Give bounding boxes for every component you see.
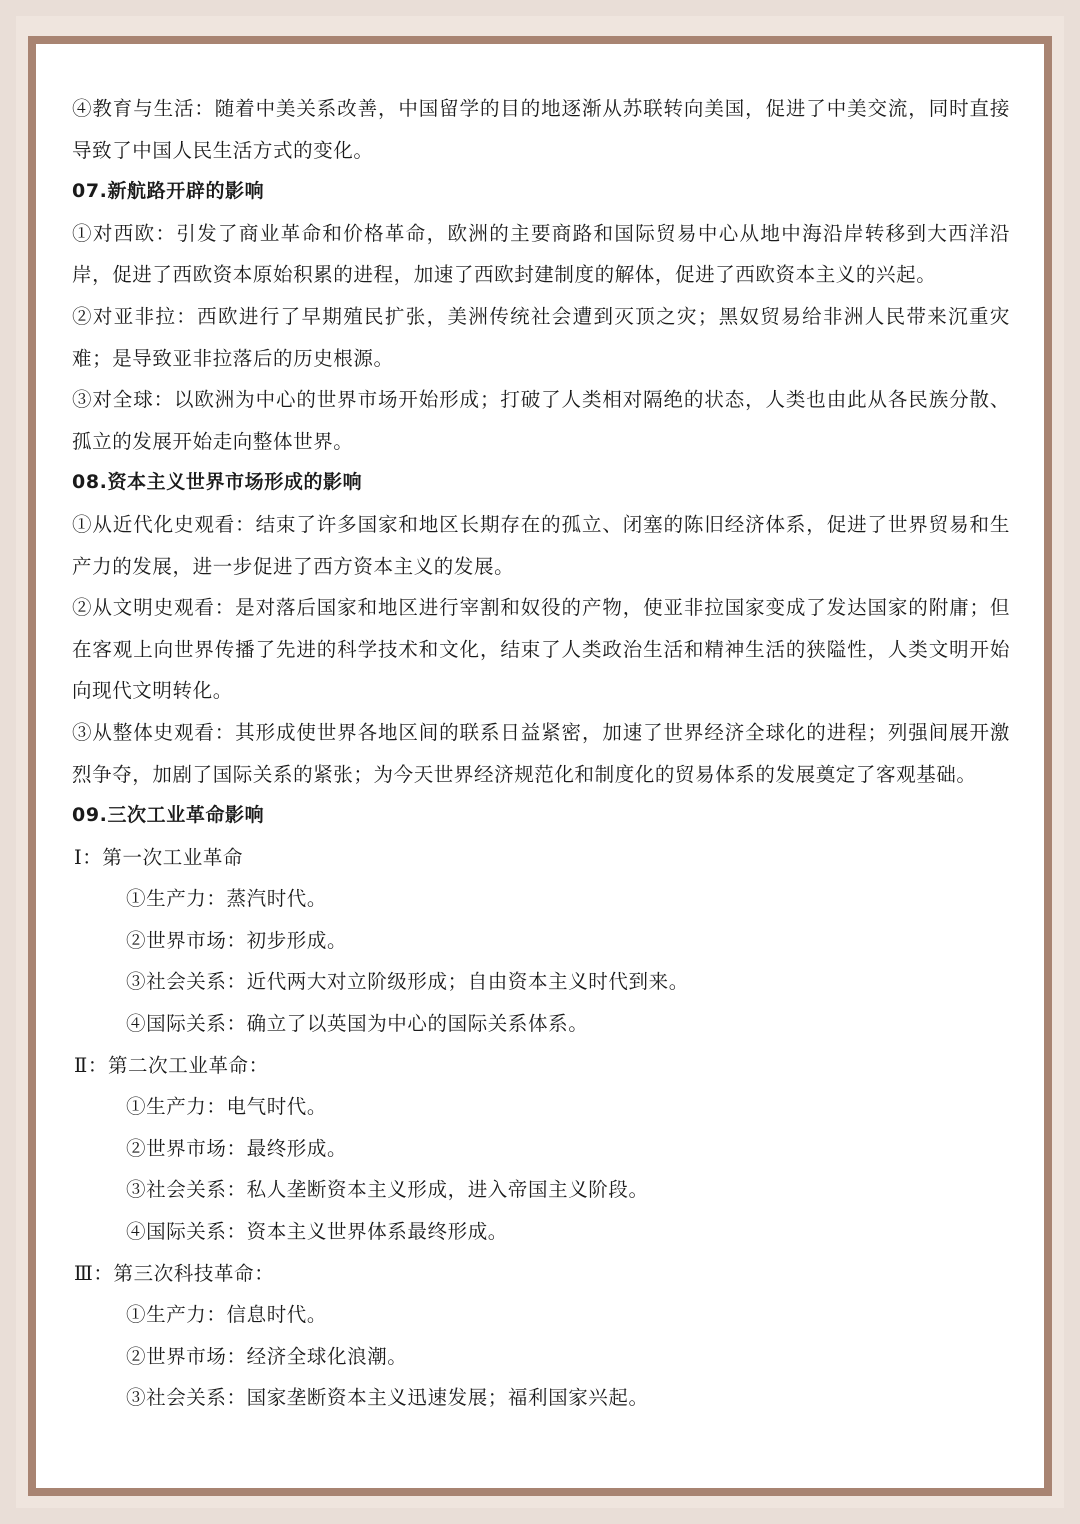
revolution-2-item: ③社会关系：私人垄断资本主义形成，进入帝国主义阶段。: [126, 1178, 649, 1202]
revolution-1-item: ②世界市场：初步形成。: [126, 928, 348, 952]
paragraph-education-life: ④教育与生活：随着中美关系改善，中国留学的目的地逐渐从苏联转向美国，促进了中美交流，同时直接导致了中国人民生活方式的变化。: [72, 97, 1010, 162]
revolution-3-title: Ⅲ：第三次科技革命：: [74, 1261, 275, 1285]
section-heading-07: 07.新航路开辟的影响: [72, 180, 265, 203]
section-07: [72, 171, 1010, 462]
revolution-1-title: Ⅰ：第一次工业革命: [74, 845, 244, 869]
paragraph-08-2: ②从文明史观看：是对落后国家和地区进行宰割和奴役的产物，使亚非拉国家变成了发达国家的附庸；但在客观上向世界传播了先进的科学技术和文化，结束了人类政治生活和精神生活的狭隘性，人类文明开始向现代文明转化。: [72, 596, 1010, 703]
revolution-2-item: ①生产力：电气时代。: [126, 1095, 328, 1119]
revolution-3-item: ②世界市场：经济全球化浪潮。: [126, 1344, 408, 1368]
revolution-3-item: ③社会关系：国家垄断资本主义迅速发展；福利国家兴起。: [126, 1386, 649, 1410]
section-09: [72, 795, 1010, 1419]
section-heading-09: 09.三次工业革命影响: [72, 804, 265, 827]
revolution-2-title: Ⅱ：第二次工业革命：: [74, 1053, 269, 1077]
paragraph-08-1: ①从近代化史观看：结束了许多国家和地区长期存在的孤立、闭塞的陈旧经济体系，促进了世界贸易和生产力的发展，进一步促进了西方资本主义的发展。: [72, 512, 1010, 578]
paragraph-07-2: ②对亚非拉：西欧进行了早期殖民扩张，美洲传统社会遭到灭顶之灾；黑奴贸易给非洲人民带来沉重灾难；是导致亚非拉落后的历史根源。: [72, 304, 1010, 370]
revolution-2-item: ④国际关系：资本主义世界体系最终形成。: [126, 1220, 508, 1244]
revolution-1-item: ①生产力：蒸汽时代。: [126, 887, 328, 911]
paragraph-07-3: ③对全球：以欧洲为中心的世界市场开始形成；打破了人类相对隔绝的状态，人类也由此从各民族分散、孤立的发展开始走向整体世界。: [72, 388, 1010, 453]
revolution-1-item: ③社会关系：近代两大对立阶级形成；自由资本主义时代到来。: [126, 970, 689, 994]
section-08: [72, 462, 1010, 795]
document-page: [36, 44, 1044, 1488]
revolution-1-item: ④国际关系：确立了以英国为中心的国际关系体系。: [126, 1012, 589, 1036]
revolution-2-item: ②世界市场：最终形成。: [126, 1136, 348, 1160]
revolution-3-item: ①生产力：信息时代。: [126, 1303, 328, 1327]
section-heading-08: 08.资本主义世界市场形成的影响: [72, 471, 363, 494]
paragraph-07-1: ①对西欧：引发了商业革命和价格革命，欧洲的主要商路和国际贸易中心从地中海沿岸转移到大西洋沿岸，促进了西欧资本原始积累的进程，加速了西欧封建制度的解体，促进了西欧资本主义的兴起。: [72, 221, 1010, 287]
paragraph-08-3: ③从整体史观看：其形成使世界各地区间的联系日益紧密，加速了世界经济全球化的进程；列强间展开激烈争夺，加剧了国际关系的紧张；为今天世界经济规范化和制度化的贸易体系的发展奠定了客观基础。: [72, 720, 1010, 786]
